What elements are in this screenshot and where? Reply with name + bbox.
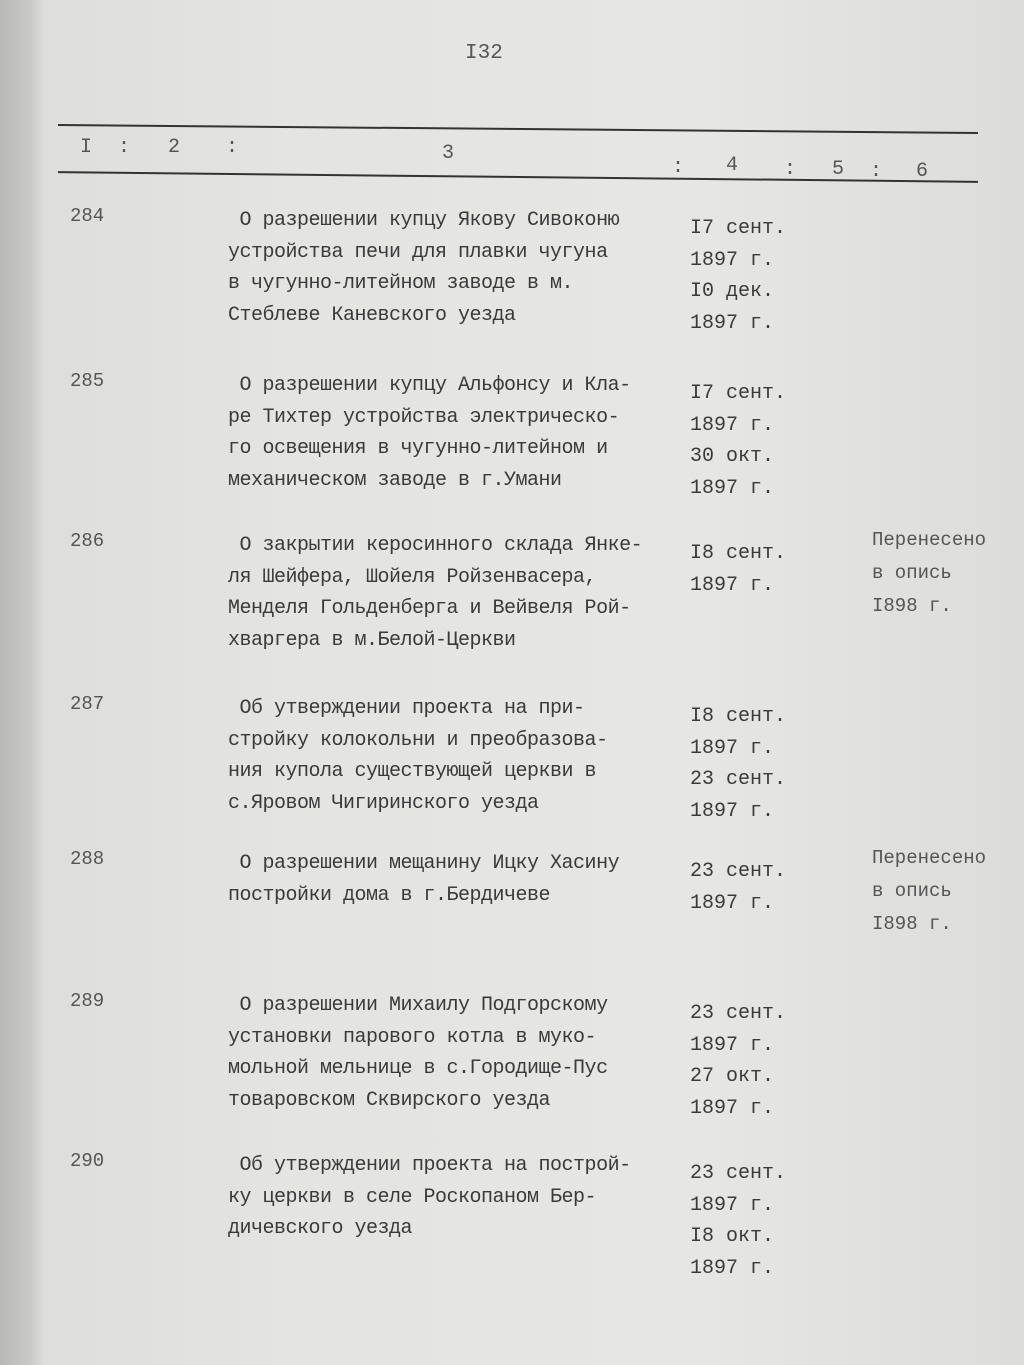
entry-description: [228, 1150, 631, 1245]
note-line: в опись: [872, 880, 952, 902]
entry-number: 288: [70, 848, 105, 870]
date-line: 23 сент.: [690, 768, 787, 791]
entry-description: [228, 990, 608, 1116]
description-line: механическом заводе в г.Умани: [228, 468, 562, 492]
description-line: хваргера в м.Белой-Церкви: [228, 628, 516, 652]
entry-description: [228, 848, 619, 911]
date-line: 1897 г.: [690, 573, 775, 597]
entry-number: 284: [70, 205, 105, 227]
description-line: О разрешении купцу Якову Сивоконю: [228, 209, 620, 232]
entry-dates: [690, 1158, 786, 1284]
date-line: 1897 г.: [690, 311, 775, 335]
entry-note: [872, 524, 986, 623]
date-line: 1897 г.: [690, 1256, 775, 1280]
entry-note: [872, 842, 986, 941]
entry-dates: [690, 856, 786, 919]
description-line: О разрешении мещанину Ицку Хасину: [228, 852, 620, 875]
description-line: стройку колокольни и преобразова-: [228, 728, 608, 752]
description-line: Об утверждении проекта на построй-: [228, 1154, 631, 1177]
description-line: в чугунно-литейном заводе в м.: [228, 272, 574, 295]
entry-description: [228, 370, 631, 496]
description-line: ния купола существующей церкви в: [228, 760, 597, 783]
description-line: мольной мельнице в с.Городище-Пус: [228, 1057, 608, 1080]
entry-description: [228, 205, 619, 331]
date-line: 1897 г.: [690, 248, 775, 272]
separator: :: [784, 158, 797, 181]
description-line: с.Яровом Чигиринского уезда: [228, 791, 539, 815]
col-6-header: 6: [916, 160, 929, 183]
note-line: в опись: [872, 562, 952, 584]
col-5-header: 5: [832, 158, 845, 181]
entry-dates: [690, 378, 786, 504]
description-line: постройки дома в г.Бердичеве: [228, 883, 551, 907]
description-line: ре Тихтер устройства электрическо-: [228, 405, 620, 429]
description-line: О разрешении Михаилу Подгорскому: [228, 994, 608, 1017]
date-line: I8 сент.: [690, 542, 787, 565]
date-line: 27 окт.: [690, 1065, 775, 1088]
date-line: I0 дек.: [690, 280, 775, 303]
separator: :: [672, 156, 685, 179]
entry-dates: [690, 998, 786, 1124]
description-line: Менделя Гольденберга и Вейвеля Рой-: [228, 597, 631, 620]
date-line: 23 сент.: [690, 860, 787, 883]
date-line: 1897 г.: [690, 413, 775, 437]
date-line: 1897 г.: [690, 799, 775, 823]
note-line: Перенесено: [872, 529, 987, 551]
entry-number: 285: [70, 370, 105, 392]
date-line: 1897 г.: [690, 736, 775, 760]
entry-description: [228, 693, 608, 819]
note-line: Перенесено: [872, 847, 987, 869]
note-line: I898 г.: [872, 913, 952, 935]
description-line: го освещения в чугунно-литейном и: [228, 437, 608, 460]
date-line: I8 окт.: [690, 1225, 775, 1248]
date-line: I7 сент.: [690, 382, 787, 405]
page-number: I32: [465, 42, 503, 65]
date-line: 1897 г.: [690, 1193, 775, 1217]
date-line: 1897 г.: [690, 476, 775, 500]
date-line: 1897 г.: [690, 1096, 775, 1120]
entry-dates: [690, 213, 786, 339]
col-1-header: I: [80, 136, 93, 159]
separator: :: [118, 136, 131, 159]
date-line: I7 сент.: [690, 217, 787, 240]
description-line: товаровском Сквирского уезда: [228, 1088, 551, 1112]
description-line: ля Шейфера, Шойеля Ройзенвасера,: [228, 565, 597, 589]
description-line: Стеблеве Каневского уезда: [228, 303, 516, 327]
description-line: О закрытии керосинного склада Янке-: [228, 534, 643, 557]
description-line: ку церкви в селе Роскопаном Бер-: [228, 1185, 597, 1209]
note-line: I898 г.: [872, 595, 952, 617]
date-line: I8 сент.: [690, 705, 787, 728]
date-line: 30 окт.: [690, 445, 775, 468]
col-3-header: 3: [442, 142, 455, 165]
entry-description: [228, 530, 642, 656]
entry-number: 290: [70, 1150, 105, 1172]
separator: :: [870, 160, 883, 183]
separator: :: [226, 136, 239, 159]
entry-number: 287: [70, 693, 105, 715]
date-line: 23 сент.: [690, 1162, 787, 1185]
description-line: О разрешении купцу Альфонсу и Кла-: [228, 374, 631, 397]
date-line: 23 сент.: [690, 1002, 787, 1025]
date-line: 1897 г.: [690, 1033, 775, 1057]
entry-dates: [690, 538, 786, 601]
description-line: устройства печи для плавки чугуна: [228, 240, 608, 264]
description-line: Об утверждении проекта на при-: [228, 697, 585, 720]
header-top-rule: [58, 124, 978, 134]
col-4-header: 4: [726, 154, 739, 177]
col-2-header: 2: [168, 136, 181, 159]
entry-number: 286: [70, 530, 105, 552]
description-line: установки парового котла в муко-: [228, 1025, 597, 1049]
entry-number: 289: [70, 990, 105, 1012]
description-line: дичевского уезда: [228, 1217, 413, 1240]
entry-dates: [690, 701, 786, 827]
date-line: 1897 г.: [690, 891, 775, 915]
